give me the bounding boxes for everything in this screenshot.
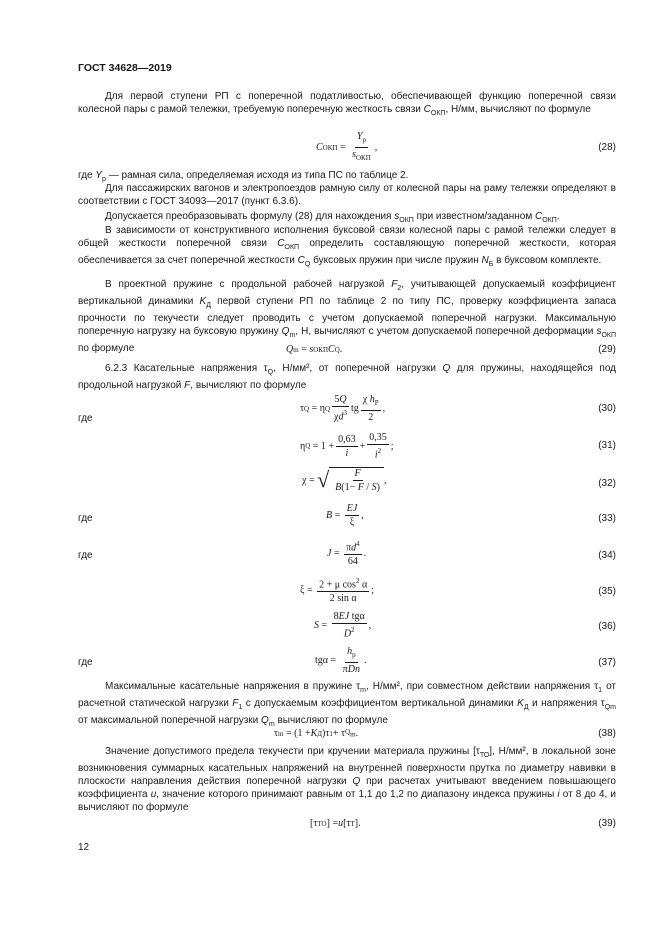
equation-38: τ m = (1 + K Д )τ 1 + τ $Q_m$ .: [274, 728, 359, 739]
equation-number-30: (30): [598, 403, 616, 414]
equation-number-38: (38): [598, 728, 616, 739]
paragraph-6: В проектной пружине с продольной рабочей нагрузкой $F_2$, учитывающей допускаемый коэффициент вертикальной динамики $K_Д$ первой ступени РП по таблице 2 по типу ПС, проверку коэффициента запаса прочности по текучести следует проводить с учетом допускаемой поперечной нагрузки. Максимальную поперечную нагрузку на буксовую пружину $Q_m$, Н, вычисляют с учетом допускаемой поперечной деформации $s_{ОКП}$ по формуле: [78, 279, 617, 355]
paragraph-5: В зависимости от конструктивного исполнения буксовой связи колесной пары с рамой тележки следует в общей жесткости поперечной связи $C_{ОКП}$ определить составляющую поперечной жесткости, которая обеспечивается за счет поперечной жесткости $C_Q$ буксовых пружин при числе пружин $N_Б$ в буксовом комплекте.: [78, 225, 616, 269]
document-header: ГОСТ 34628—2019: [78, 62, 172, 74]
equation-number-37: (37): [598, 657, 616, 668]
paragraph-7: 6.2.3 Касательные напряжения $\tau_Q$, Н/мм², от поперечной нагрузки Q для пружины, находящейся под продольной нагрузкой F, вычисляют по формуле: [78, 363, 616, 392]
equation-number-32: (32): [598, 478, 616, 489]
equation-37: tgα = $h_р$ πDn .: [315, 646, 367, 675]
paragraph-4: Допускается преобразовывать формулу (28) для нахождения $s_{ОКП}$ при известном/заданном $C_{ОКП}$.: [105, 211, 560, 224]
equation-number-31: (31): [598, 440, 616, 451]
equation-30: τ Q = η Q 5Q $\chi d^3$ tg χ $h_P$ 2 ,: [300, 394, 386, 423]
equation-number-35: (35): [598, 586, 616, 597]
equation-39: [τ ТО ] = u [τ Т ].: [310, 818, 361, 829]
where-label-31: где: [78, 413, 93, 424]
paragraph-2: где $Y_р$ — рамная сила, определяемая исходя из типа ПС по таблице 2.: [78, 170, 409, 183]
equation-29: Q m = s ОКП C Q .: [286, 344, 343, 355]
equation-number-28: (28): [598, 142, 616, 153]
paragraph-1: Для первой ступени РП с поперечной податливостью, обеспечивающей функцию поперечной связи колесной пары с рамой тележки, требуемую поперечную жесткость связи $C_{ОКП}$, Н/мм, вычисляют по формуле: [78, 91, 616, 118]
equation-36: S = 8EJ tgα $D^2$ ,: [314, 611, 372, 640]
equation-35: ξ = 2 + μ $\cos^2 \alpha$ 2 sin α ;: [300, 577, 374, 605]
equation-number-34: (34): [598, 550, 616, 561]
equation-number-29: (29): [598, 344, 616, 355]
paragraph-3: Для пассажирских вагонов и электропоездов рамную силу от колесной пары на раму тележки определяют в соответствии с ГОСТ 34093—2017 (пункт 6.3.6).: [78, 183, 616, 208]
equation-34: J = $\pi d^4$ 64 .: [327, 540, 367, 568]
page-number: 12: [78, 842, 90, 853]
equation-number-33: (33): [598, 513, 616, 524]
equation-33: B = EJ ξ ,: [326, 503, 364, 528]
where-label-34: где: [78, 550, 93, 561]
equation-28: C ОКП = $Y_р$ $s_{ОКП}$ ,: [316, 131, 378, 162]
where-label-37: где: [78, 657, 93, 668]
where-label-33: где: [78, 513, 93, 524]
paragraph-8: Максимальные касательные напряжения в пружине $\tau_m$, Н/мм², при совместном действии напряжения $\tau_1$ от расчетной статической нагрузки $F_1$ с допускаемым коэффициентом вертикальной динамики $K_Д$ и напряжения $\tau_{Qm}$ от максимальной поперечной нагрузки $Q_m$ вычисляют по формуле: [78, 681, 617, 729]
equation-number-39: (39): [598, 818, 616, 829]
equation-31: η Q = 1 + 0,63 i + 0,35 $i^2$ ;: [300, 432, 394, 461]
equation-number-36: (36): [598, 621, 616, 632]
paragraph-9: Значение допустимого предела текучести при кручении материала пружины $[\tau_{ТО}]$, Н/мм², в локальной зоне возникновения суммарных касательных напряжений на внутренней поверхности прутка по диаметру навивки в плоскости направления действия поперечной нагрузки Q при расчетах учитывают введением повышающего коэффициента u, значение которого принимают равным от 1,1 до 1,2 по диапазону индекса пружины i от 8 до 4, и вычисляют по формуле: [78, 746, 616, 814]
equation-32: χ = √ $\frac{F}{B(1- F / S)}$ ,: [302, 467, 387, 493]
